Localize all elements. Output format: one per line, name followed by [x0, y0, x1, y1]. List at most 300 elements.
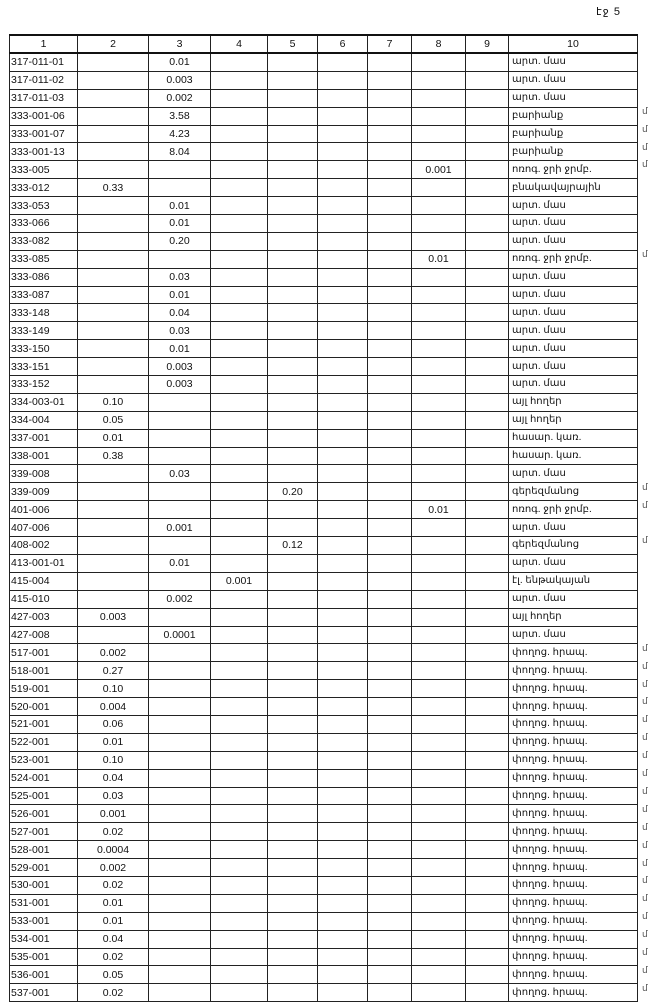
table-cell [211, 554, 268, 572]
table-cell [78, 125, 149, 143]
table-cell [466, 143, 509, 161]
table-cell: փողոց. հրապ. [509, 769, 638, 787]
table-cell [466, 465, 509, 483]
table-cell [149, 823, 211, 841]
table-cell [318, 751, 368, 769]
table-cell [318, 787, 368, 805]
table-cell [211, 143, 268, 161]
table-cell [211, 286, 268, 304]
table-cell: 333-150 [10, 340, 78, 358]
table-cell [368, 859, 412, 877]
table-cell: 0.001 [211, 572, 268, 590]
table-cell [466, 751, 509, 769]
table-row [10, 948, 638, 966]
table-cell [412, 805, 466, 823]
table-cell: 0.002 [149, 89, 211, 107]
table-cell [268, 841, 318, 859]
table-cell [466, 787, 509, 805]
column-header: 7 [368, 35, 412, 53]
table-cell [268, 715, 318, 733]
table-cell [368, 447, 412, 465]
table-cell [268, 358, 318, 376]
table-cell [368, 769, 412, 787]
margin-mark: մ [642, 768, 648, 778]
table-cell [211, 966, 268, 984]
table-cell [368, 733, 412, 751]
table-cell: 535-001 [10, 948, 78, 966]
table-cell [149, 447, 211, 465]
table-cell [412, 125, 466, 143]
table-cell [368, 286, 412, 304]
table-cell [318, 161, 368, 179]
table-cell: այլ հողեր [509, 411, 638, 429]
table-cell [268, 769, 318, 787]
table-cell [412, 179, 466, 197]
table-cell: 333-152 [10, 376, 78, 394]
column-header: 3 [149, 35, 211, 53]
column-header: 9 [466, 35, 509, 53]
table-cell [318, 876, 368, 894]
table-cell: արտ. մաս [509, 590, 638, 608]
table-cell [318, 268, 368, 286]
table-cell: բարիանք [509, 143, 638, 161]
table-cell [318, 662, 368, 680]
table-cell: 333-001-07 [10, 125, 78, 143]
table-cell [412, 680, 466, 698]
table-cell [368, 197, 412, 215]
table-cell [466, 876, 509, 894]
table-cell: 0.10 [78, 751, 149, 769]
table-cell [412, 554, 466, 572]
table-cell: հասար. կառ. [509, 447, 638, 465]
table-cell [318, 483, 368, 501]
table-cell [412, 143, 466, 161]
table-cell [368, 948, 412, 966]
table-cell [466, 429, 509, 447]
table-cell [368, 876, 412, 894]
table-cell: 0.05 [78, 411, 149, 429]
table-cell [78, 340, 149, 358]
table-cell [78, 572, 149, 590]
table-cell: փողոց. հրապ. [509, 876, 638, 894]
table-cell [211, 841, 268, 859]
table-cell [466, 590, 509, 608]
table-row [10, 751, 638, 769]
table-cell [268, 179, 318, 197]
table-cell [466, 483, 509, 501]
table-cell [268, 215, 318, 233]
table-cell: 0.04 [78, 769, 149, 787]
table-cell [149, 644, 211, 662]
table-cell: 528-001 [10, 841, 78, 859]
table-cell [211, 519, 268, 537]
table-cell [268, 912, 318, 930]
table-cell: 4.23 [149, 125, 211, 143]
table-cell [368, 519, 412, 537]
table-cell: փողոց. հրապ. [509, 805, 638, 823]
table-cell: արտ. մաս [509, 322, 638, 340]
table-cell: 0.0001 [149, 626, 211, 644]
table-cell: արտ. մաս [509, 215, 638, 233]
page-number: էջ 5 [596, 6, 621, 18]
table-cell [78, 483, 149, 501]
table-row [10, 644, 638, 662]
table-cell [466, 626, 509, 644]
table-cell: 401-006 [10, 501, 78, 519]
table-cell [318, 608, 368, 626]
table-cell [368, 715, 412, 733]
table-cell: փողոց. հրապ. [509, 984, 638, 1002]
table-cell: 0.06 [78, 715, 149, 733]
margin-mark: մ [642, 714, 648, 725]
table-cell: 0.03 [149, 268, 211, 286]
table-cell [318, 554, 368, 572]
table-cell [268, 519, 318, 537]
table-cell [368, 787, 412, 805]
table-cell [318, 197, 368, 215]
table-cell [78, 304, 149, 322]
table-cell [368, 161, 412, 179]
table-cell: 427-003 [10, 608, 78, 626]
table-cell [149, 930, 211, 948]
table-cell: բարիանք [509, 125, 638, 143]
table-cell [412, 644, 466, 662]
table-cell [412, 286, 466, 304]
table-row [10, 698, 638, 716]
table-row [10, 232, 638, 250]
table-cell: ոռոգ. ջրի ջրմբ. [509, 161, 638, 179]
table-row [10, 894, 638, 912]
table-cell [466, 948, 509, 966]
table-cell [466, 519, 509, 537]
table-cell [149, 393, 211, 411]
table-cell: արտ. մաս [509, 53, 638, 71]
table-cell [368, 644, 412, 662]
table-cell [466, 859, 509, 877]
table-cell [466, 376, 509, 394]
table-cell [466, 733, 509, 751]
table-cell: 333-053 [10, 197, 78, 215]
table-cell [466, 554, 509, 572]
table-cell: 317-011-02 [10, 71, 78, 89]
table-cell [149, 894, 211, 912]
table-cell [211, 930, 268, 948]
table-cell [78, 322, 149, 340]
table-cell [149, 680, 211, 698]
table-cell [149, 859, 211, 877]
table-cell [466, 698, 509, 716]
table-cell [78, 53, 149, 71]
table-cell [149, 662, 211, 680]
table-cell [412, 322, 466, 340]
table-cell [268, 268, 318, 286]
table-cell: փողոց. հրապ. [509, 823, 638, 841]
table-cell [149, 733, 211, 751]
table-cell [412, 358, 466, 376]
table-cell [466, 537, 509, 555]
table-cell [466, 966, 509, 984]
table-row [10, 215, 638, 233]
table-cell [78, 107, 149, 125]
table-cell [149, 161, 211, 179]
table-cell [466, 340, 509, 358]
table-cell [268, 590, 318, 608]
table-cell [368, 322, 412, 340]
table-cell [149, 876, 211, 894]
table-cell [211, 751, 268, 769]
table-cell: արտ. մաս [509, 519, 638, 537]
table-cell: 3.58 [149, 107, 211, 125]
table-cell: 0.03 [149, 322, 211, 340]
margin-mark: մ [642, 696, 648, 707]
table-cell [211, 626, 268, 644]
table-cell [318, 71, 368, 89]
table-cell [368, 572, 412, 590]
table-cell: 333-148 [10, 304, 78, 322]
table-cell [268, 930, 318, 948]
table-cell [268, 948, 318, 966]
table-cell [268, 411, 318, 429]
table-cell [318, 984, 368, 1002]
table-cell [211, 912, 268, 930]
table-cell [412, 376, 466, 394]
column-header: 6 [318, 35, 368, 53]
margin-mark: մ [642, 857, 648, 868]
table-cell [412, 340, 466, 358]
table-cell [149, 411, 211, 429]
table-cell [368, 411, 412, 429]
table-cell [268, 376, 318, 394]
table-body [10, 53, 638, 1002]
margin-mark: մ [642, 785, 648, 796]
table-row [10, 608, 638, 626]
table-cell [211, 590, 268, 608]
table-cell: արտ. մաս [509, 358, 638, 376]
table-cell: 0.01 [78, 912, 149, 930]
table-row [10, 179, 638, 197]
table-row [10, 483, 638, 501]
table-cell: 0.001 [149, 519, 211, 537]
table-cell: ոռոգ. ջրի ջրմբ. [509, 501, 638, 519]
table-cell [466, 53, 509, 71]
table-cell: 0.20 [149, 232, 211, 250]
table-cell: 525-001 [10, 787, 78, 805]
table-cell [211, 537, 268, 555]
column-header: 10 [509, 35, 638, 53]
table-cell: արտ. մաս [509, 197, 638, 215]
table-cell [268, 787, 318, 805]
table-row [10, 984, 638, 1002]
table-cell [368, 125, 412, 143]
table-cell [466, 125, 509, 143]
table-cell [368, 304, 412, 322]
table-cell [318, 966, 368, 984]
table-cell [268, 465, 318, 483]
table-cell: 0.02 [78, 948, 149, 966]
table-cell [368, 393, 412, 411]
table-cell [368, 608, 412, 626]
table-cell [78, 376, 149, 394]
table-cell [466, 823, 509, 841]
table-cell: այլ հողեր [509, 393, 638, 411]
table-cell [412, 751, 466, 769]
table-cell [318, 948, 368, 966]
table-cell: 0.003 [149, 376, 211, 394]
table-cell: 0.01 [149, 286, 211, 304]
table-cell: 0.20 [268, 483, 318, 501]
margin-mark: մ [642, 123, 648, 134]
table-cell: 317-011-03 [10, 89, 78, 107]
table-cell: փողոց. հրապ. [509, 698, 638, 716]
margin-mark: մ [642, 839, 648, 850]
table-row [10, 715, 638, 733]
table-cell [318, 698, 368, 716]
table-cell: 530-001 [10, 876, 78, 894]
table-cell: 333-151 [10, 358, 78, 376]
table-row [10, 89, 638, 107]
table-cell [78, 554, 149, 572]
table-row [10, 823, 638, 841]
table-cell [268, 608, 318, 626]
table-row [10, 680, 638, 698]
table-cell [211, 232, 268, 250]
table-cell [211, 125, 268, 143]
column-header: 8 [412, 35, 466, 53]
table-row [10, 161, 638, 179]
margin-mark: մ [642, 750, 648, 761]
table-cell: 0.02 [78, 984, 149, 1002]
table-row [10, 805, 638, 823]
table-cell [412, 393, 466, 411]
table-cell [412, 841, 466, 859]
table-cell [318, 823, 368, 841]
table-cell: 527-001 [10, 823, 78, 841]
table-cell [318, 393, 368, 411]
table-cell: փողոց. հրապ. [509, 841, 638, 859]
table-cell [268, 429, 318, 447]
table-cell [466, 322, 509, 340]
table-cell: 517-001 [10, 644, 78, 662]
table-cell: 0.27 [78, 662, 149, 680]
table-cell: 0.01 [412, 501, 466, 519]
margin-mark: մ [642, 875, 648, 886]
table-cell: 415-004 [10, 572, 78, 590]
table-cell: 337-001 [10, 429, 78, 447]
table-cell [318, 626, 368, 644]
table-cell [318, 232, 368, 250]
margin-mark: մ [642, 105, 648, 116]
table-cell: 333-085 [10, 250, 78, 268]
margin-mark: մ [642, 248, 648, 259]
margin-mark: մ [642, 159, 648, 170]
table-cell [211, 608, 268, 626]
table-cell [211, 501, 268, 519]
table-cell [318, 358, 368, 376]
table-cell [211, 447, 268, 465]
table-cell [268, 393, 318, 411]
table-cell [412, 662, 466, 680]
land-register-table [9, 34, 638, 1002]
table-cell [268, 751, 318, 769]
table-cell [268, 733, 318, 751]
table-cell [211, 358, 268, 376]
table-cell [466, 250, 509, 268]
table-cell [318, 340, 368, 358]
table-cell [368, 340, 412, 358]
table-cell [211, 769, 268, 787]
table-cell [318, 304, 368, 322]
table-cell: հասար. կառ. [509, 429, 638, 447]
table-cell: 317-011-01 [10, 53, 78, 71]
table-cell [78, 232, 149, 250]
table-cell [318, 143, 368, 161]
table-cell: փողոց. հրապ. [509, 948, 638, 966]
table-cell: գերեզմանոց [509, 537, 638, 555]
table-cell: արտ. մաս [509, 71, 638, 89]
table-cell: 0.02 [78, 876, 149, 894]
table-cell [78, 358, 149, 376]
table-cell [318, 447, 368, 465]
table-cell [318, 537, 368, 555]
table-cell: 524-001 [10, 769, 78, 787]
table-cell [368, 376, 412, 394]
table-cell: 531-001 [10, 894, 78, 912]
table-cell [268, 89, 318, 107]
table-cell: 333-086 [10, 268, 78, 286]
table-cell: 0.12 [268, 537, 318, 555]
table-cell [412, 107, 466, 125]
table-cell: արտ. մաս [509, 268, 638, 286]
table-row [10, 572, 638, 590]
table-row [10, 769, 638, 787]
table-cell [466, 286, 509, 304]
table-cell [211, 376, 268, 394]
table-row [10, 537, 638, 555]
table-cell [211, 53, 268, 71]
table-cell [318, 680, 368, 698]
table-cell: այլ հողեր [509, 608, 638, 626]
table-cell [412, 483, 466, 501]
table-cell [211, 89, 268, 107]
margin-mark: մ [642, 642, 648, 653]
table-cell [211, 644, 268, 662]
table-cell [211, 250, 268, 268]
table-row [10, 53, 638, 71]
table-cell: 0.01 [149, 53, 211, 71]
table-cell: 333-012 [10, 179, 78, 197]
table-cell [368, 930, 412, 948]
table-cell [149, 715, 211, 733]
table-cell: 333-001-13 [10, 143, 78, 161]
table-cell: 333-001-06 [10, 107, 78, 125]
margin-mark: մ [642, 803, 648, 814]
table-cell [318, 590, 368, 608]
table-cell: էլ. ենթակայան [509, 572, 638, 590]
table-cell [211, 340, 268, 358]
table-cell [466, 930, 509, 948]
table-cell [368, 554, 412, 572]
table-cell [211, 715, 268, 733]
table-cell: 0.04 [78, 930, 149, 948]
table-cell [318, 465, 368, 483]
table-cell [78, 268, 149, 286]
table-cell [318, 501, 368, 519]
table-cell: 333-066 [10, 215, 78, 233]
margin-mark: մ [642, 964, 648, 975]
table-cell: 0.002 [149, 590, 211, 608]
table-cell [466, 608, 509, 626]
table-row [10, 626, 638, 644]
